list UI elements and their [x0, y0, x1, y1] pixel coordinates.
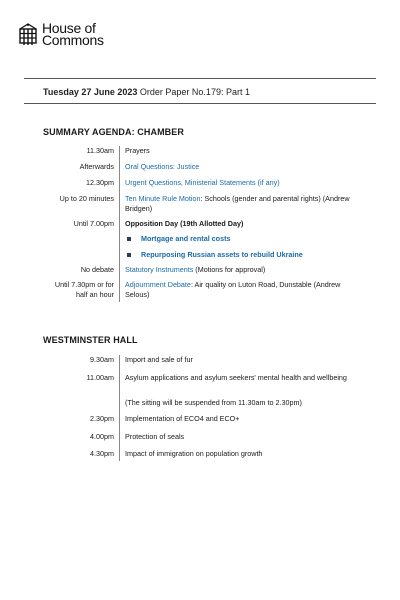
agenda-row	[43, 146, 363, 162]
portcullis-icon	[18, 23, 38, 47]
logo-line-1: House of	[42, 20, 96, 36]
agenda-row	[43, 355, 363, 373]
suspension-note: (The sitting will be suspended from 11.30am to 2.30pm)	[125, 398, 302, 407]
westminster-hall-agenda	[43, 355, 363, 461]
statutory-instruments-link[interactable]: Statutory Instruments	[125, 265, 194, 274]
agenda-item	[120, 194, 363, 219]
agenda-time: Until 7.30pm or for half an hour	[43, 280, 120, 302]
agenda-row	[43, 449, 363, 461]
agenda-row	[43, 280, 363, 302]
agenda-item: Import and sale of fur	[125, 355, 193, 364]
bottom-divider	[24, 103, 376, 104]
header-paper: Order Paper No.179: Part 1	[139, 87, 250, 97]
agenda-item: Asylum applications and asylum seekers' mental health and wellbeing	[125, 373, 347, 382]
agenda-row	[43, 194, 363, 219]
oral-questions-link[interactable]: Oral Questions: Justice	[125, 162, 200, 171]
agenda-item: Implementation of ECO4 and ECO+	[125, 414, 240, 423]
top-divider	[24, 78, 376, 79]
agenda-time: Afterwards	[43, 162, 120, 178]
bullet-icon	[127, 237, 131, 241]
ten-minute-rule-link[interactable]: Ten Minute Rule Motion	[125, 194, 201, 203]
agenda-time: 11.30am	[43, 146, 120, 162]
agenda-time: 4.00pm	[43, 432, 120, 449]
mortgage-debate-link[interactable]: Mortgage and rental costs	[141, 234, 231, 243]
agenda-item: Impact of immigration on population growth	[125, 449, 263, 458]
russian-assets-debate-link[interactable]: Repurposing Russian assets to rebuild Ukraine	[141, 250, 303, 259]
agenda-row	[43, 265, 363, 280]
agenda-time: 9.30am	[43, 355, 120, 373]
logo-text	[42, 22, 104, 46]
agenda-time: Until 7.00pm	[43, 219, 120, 234]
agenda-item	[120, 280, 363, 302]
header-date: Tuesday 27 June 2023	[43, 87, 138, 97]
westminster-hall-section-title: WESTMINSTER HALL	[43, 335, 138, 345]
chamber-section-title: SUMMARY AGENDA: CHAMBER	[43, 127, 184, 137]
ten-minute-rule-text: : Schools (gender and parental rights) (Andrew Bridgen)	[125, 194, 350, 213]
house-of-commons-logo	[18, 22, 104, 47]
agenda-item: Protection of seals	[125, 432, 185, 441]
urgent-questions-link[interactable]: Urgent Questions, Ministerial Statements (if any)	[125, 178, 280, 187]
agenda-row	[43, 219, 363, 234]
bullet-icon	[127, 253, 131, 257]
agenda-row	[43, 432, 363, 449]
agenda-time: 4.30pm	[43, 449, 120, 461]
agenda-time: No debate	[43, 265, 120, 280]
agenda-item	[120, 265, 363, 280]
agenda-time: 12.30pm	[43, 178, 120, 194]
agenda-row	[43, 373, 363, 398]
agenda-row	[43, 234, 363, 250]
opposition-day-label: Opposition Day (19th Allotted Day)	[125, 219, 244, 228]
agenda-time: 11.00am	[43, 373, 120, 398]
agenda-time: 2.30pm	[43, 414, 120, 432]
statutory-instruments-text: (Motions for approval)	[193, 265, 266, 274]
agenda-time: Up to 20 minutes	[43, 194, 120, 219]
adjournment-debate-link[interactable]: Adjournment Debate	[125, 280, 191, 289]
agenda-row	[43, 414, 363, 432]
agenda-row	[43, 178, 363, 194]
agenda-row	[43, 250, 363, 265]
agenda-row	[43, 162, 363, 178]
order-paper-header	[43, 87, 250, 97]
agenda-item: Prayers	[125, 146, 150, 155]
agenda-row	[43, 398, 363, 414]
chamber-agenda	[43, 146, 363, 302]
agenda-time	[43, 398, 120, 414]
adjournment-debate-text: : Air quality on Luton Road, Dunstable (Andrew Selous)	[125, 280, 341, 299]
logo-line-2: Commons	[42, 32, 104, 48]
